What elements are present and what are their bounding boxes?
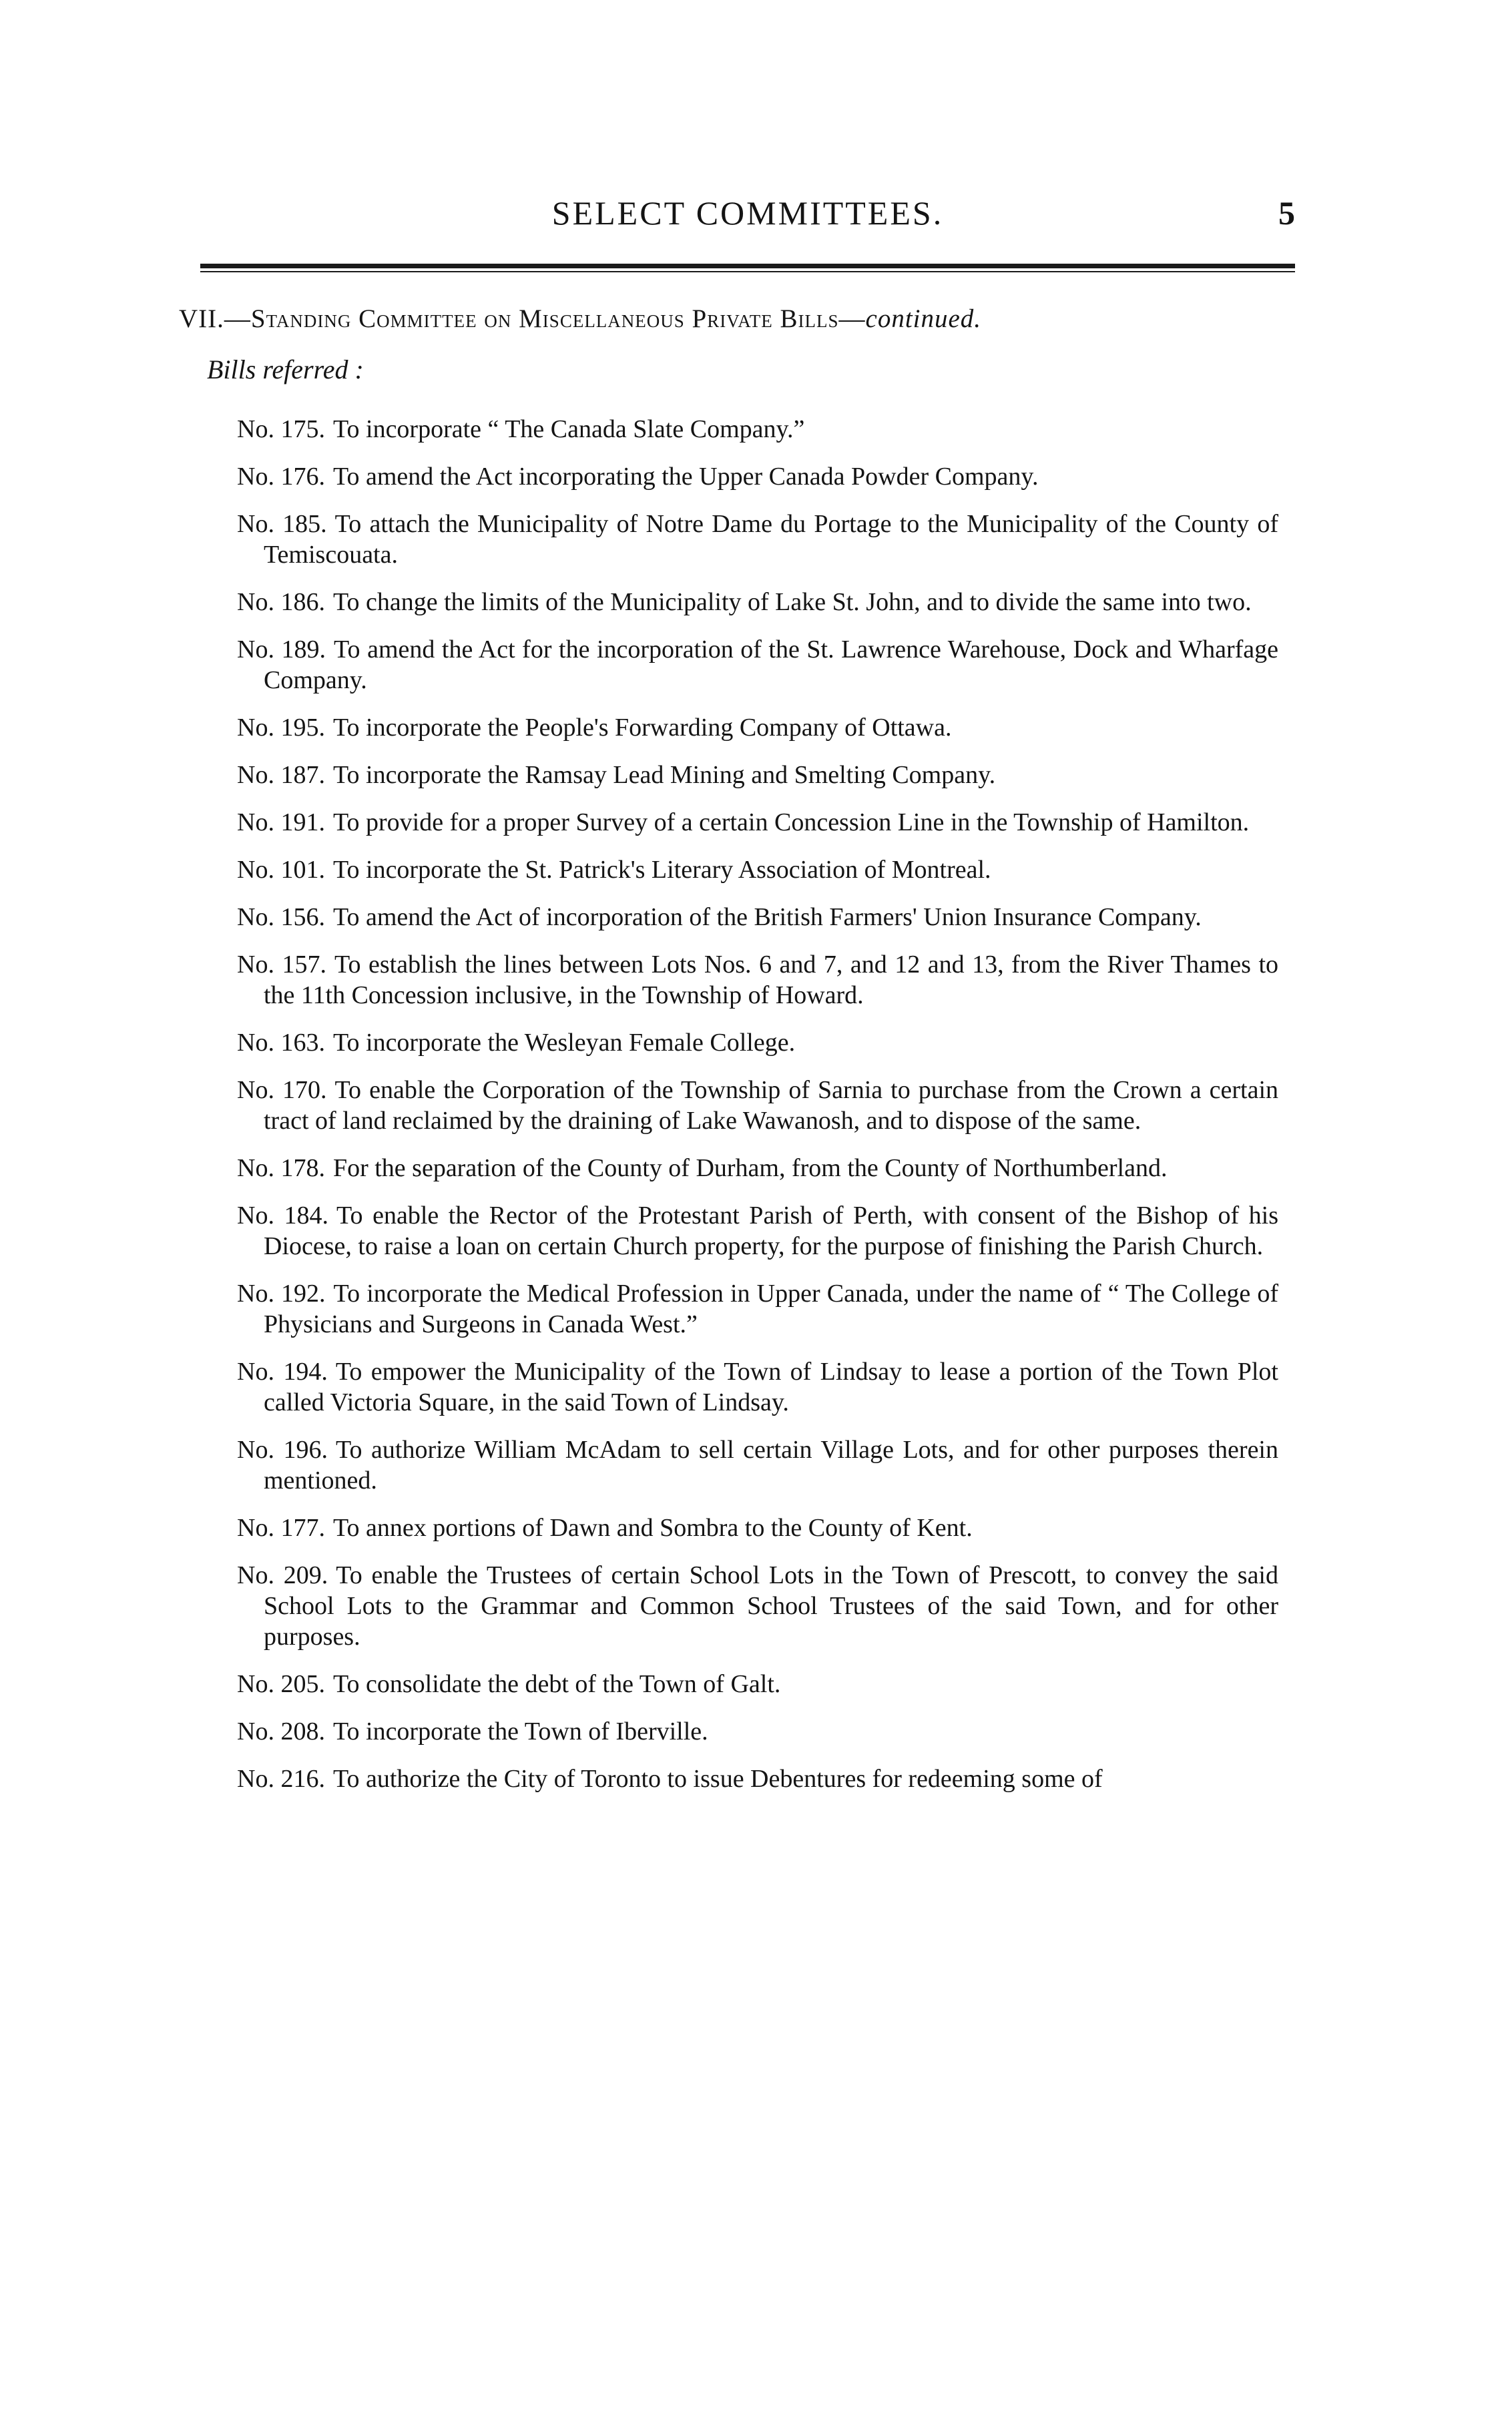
bill-entry [237, 634, 1278, 696]
bill-number: No. 196. [237, 1436, 328, 1464]
bill-entry [237, 461, 1278, 492]
bill-entry [237, 1434, 1278, 1496]
bill-entry [237, 1356, 1278, 1418]
bill-number: No. 156. [237, 903, 325, 931]
bill-title: To empower the Municipality of the Town of Lindsay to lease a portion of the Town Plot called Victoria Square, in the said Town of Lindsay. [264, 1358, 1278, 1416]
bill-title: To consolidate the debt of the Town of Galt. [332, 1670, 781, 1698]
running-title: SELECT COMMITTEES. [551, 194, 944, 232]
bill-entry [237, 1716, 1278, 1747]
bill-entry [237, 1075, 1278, 1136]
bill-title: To incorporate the Wesleyan Female College. [332, 1029, 796, 1057]
bill-title: To provide for a proper Survey of a certain Concession Line in the Township of Hamilton. [332, 808, 1250, 836]
bill-title: To incorporate the Medical Profession in Upper Canada, under the name of “ The College of Physicians and Surgeons in Canada West.” [264, 1280, 1278, 1338]
bill-title: To authorize the City of Toronto to issue Debentures for redeeming some of [332, 1765, 1103, 1793]
bill-title: To attach the Municipality of Notre Dame du Portage to the Municipality of the County of Temiscouata. [264, 510, 1278, 569]
bill-title: To amend the Act incorporating the Upper Canada Powder Company. [332, 463, 1039, 491]
bill-entry [237, 807, 1278, 838]
bill-number: No. 216. [237, 1765, 325, 1793]
bill-number: No. 192. [237, 1280, 326, 1308]
bill-number: No. 208. [237, 1717, 325, 1746]
section-heading [179, 304, 1314, 334]
bill-number: No. 170. [237, 1076, 327, 1104]
bill-number: No. 209. [237, 1561, 328, 1589]
section-heading-text: VII.—Standing Committee on Miscellaneous Private Bills— [179, 304, 866, 333]
bills-list [237, 414, 1278, 1811]
page-header [200, 194, 1295, 247]
bill-title: For the separation of the County of Durham, from the County of Northumberland. [332, 1154, 1168, 1182]
header-rule-thin [200, 271, 1295, 272]
bill-number: No. 195. [237, 714, 325, 742]
bill-number: No. 186. [237, 588, 325, 616]
bill-title: To incorporate the Town of Iberville. [332, 1717, 708, 1746]
bill-title: To authorize William McAdam to sell certain Village Lots, and for other purposes therein mentioned. [264, 1436, 1278, 1495]
bill-title: To enable the Corporation of the Township of Sarnia to purchase from the Crown a certain tract of land reclaimed by the draining of Lake Wawanosh, and to dispose of the same. [264, 1076, 1278, 1135]
bill-title: To enable the Trustees of certain School Lots in the Town of Prescott, to convey the said School Lots to the Grammar and Common School Trustees of the said Town, and for other purposes. [264, 1561, 1278, 1651]
bill-number: No. 157. [237, 951, 326, 979]
bill-number: No. 191. [237, 808, 325, 836]
bill-title: To enable the Rector of the Protestant Parish of Perth, with consent of the Bishop of his Diocese, to raise a loan on certain Church property, for the purpose of finishing the Parish Church. [264, 1201, 1278, 1260]
bill-number: No. 185. [237, 510, 327, 538]
bill-entry [237, 712, 1278, 743]
bill-entry [237, 1278, 1278, 1340]
bill-entry [237, 902, 1278, 932]
bill-entry [237, 1560, 1278, 1652]
bill-entry [237, 1669, 1278, 1699]
bill-entry [237, 1200, 1278, 1262]
bill-title: To amend the Act of incorporation of the British Farmers' Union Insurance Company. [332, 903, 1202, 931]
bill-number: No. 163. [237, 1029, 325, 1057]
bill-entry [237, 414, 1278, 445]
bill-title: To incorporate the People's Forwarding Company of Ottawa. [332, 714, 952, 742]
bill-title: To incorporate the Ramsay Lead Mining and Smelting Company. [332, 761, 996, 789]
bill-entry [237, 1764, 1278, 1794]
bill-entry [237, 509, 1278, 570]
bill-number: No. 194. [237, 1358, 328, 1386]
section-heading-continued: continued. [865, 304, 982, 333]
bill-title: To annex portions of Dawn and Sombra to the County of Kent. [332, 1514, 973, 1542]
bill-entry [237, 1513, 1278, 1543]
bills-referred-subheading: Bills referred : [207, 354, 364, 384]
bill-number: No. 178. [237, 1154, 325, 1182]
bill-title: To incorporate “ The Canada Slate Company.” [332, 415, 805, 443]
bill-title: To establish the lines between Lots Nos. 6 and 7, and 12 and 13, from the River Thames to the 11th Concession inclusive, in the Township of Howard. [264, 951, 1279, 1009]
bill-title: To incorporate the St. Patrick's Literary Association of Montreal. [332, 856, 991, 884]
bill-number: No. 177. [237, 1514, 325, 1542]
bill-entry [237, 854, 1278, 885]
bill-entry [237, 1153, 1278, 1183]
page-number: 5 [1278, 194, 1295, 232]
bill-title: To amend the Act for the incorporation of the St. Lawrence Warehouse, Dock and Wharfage Company. [264, 635, 1278, 694]
header-rule-thick [200, 264, 1295, 268]
bill-title: To change the limits of the Municipality of Lake St. John, and to divide the same into two. [332, 588, 1252, 616]
bill-number: No. 205. [237, 1670, 325, 1698]
bill-number: No. 176. [237, 463, 325, 491]
bill-number: No. 187. [237, 761, 325, 789]
bill-entry [237, 760, 1278, 790]
bill-entry [237, 1027, 1278, 1058]
bill-number: No. 189. [237, 635, 326, 663]
bill-entry [237, 949, 1278, 1011]
header-rule [200, 264, 1295, 273]
bill-number: No. 101. [237, 856, 325, 884]
bill-number: No. 175. [237, 415, 325, 443]
bill-number: No. 184. [237, 1201, 328, 1230]
bill-entry [237, 587, 1278, 617]
